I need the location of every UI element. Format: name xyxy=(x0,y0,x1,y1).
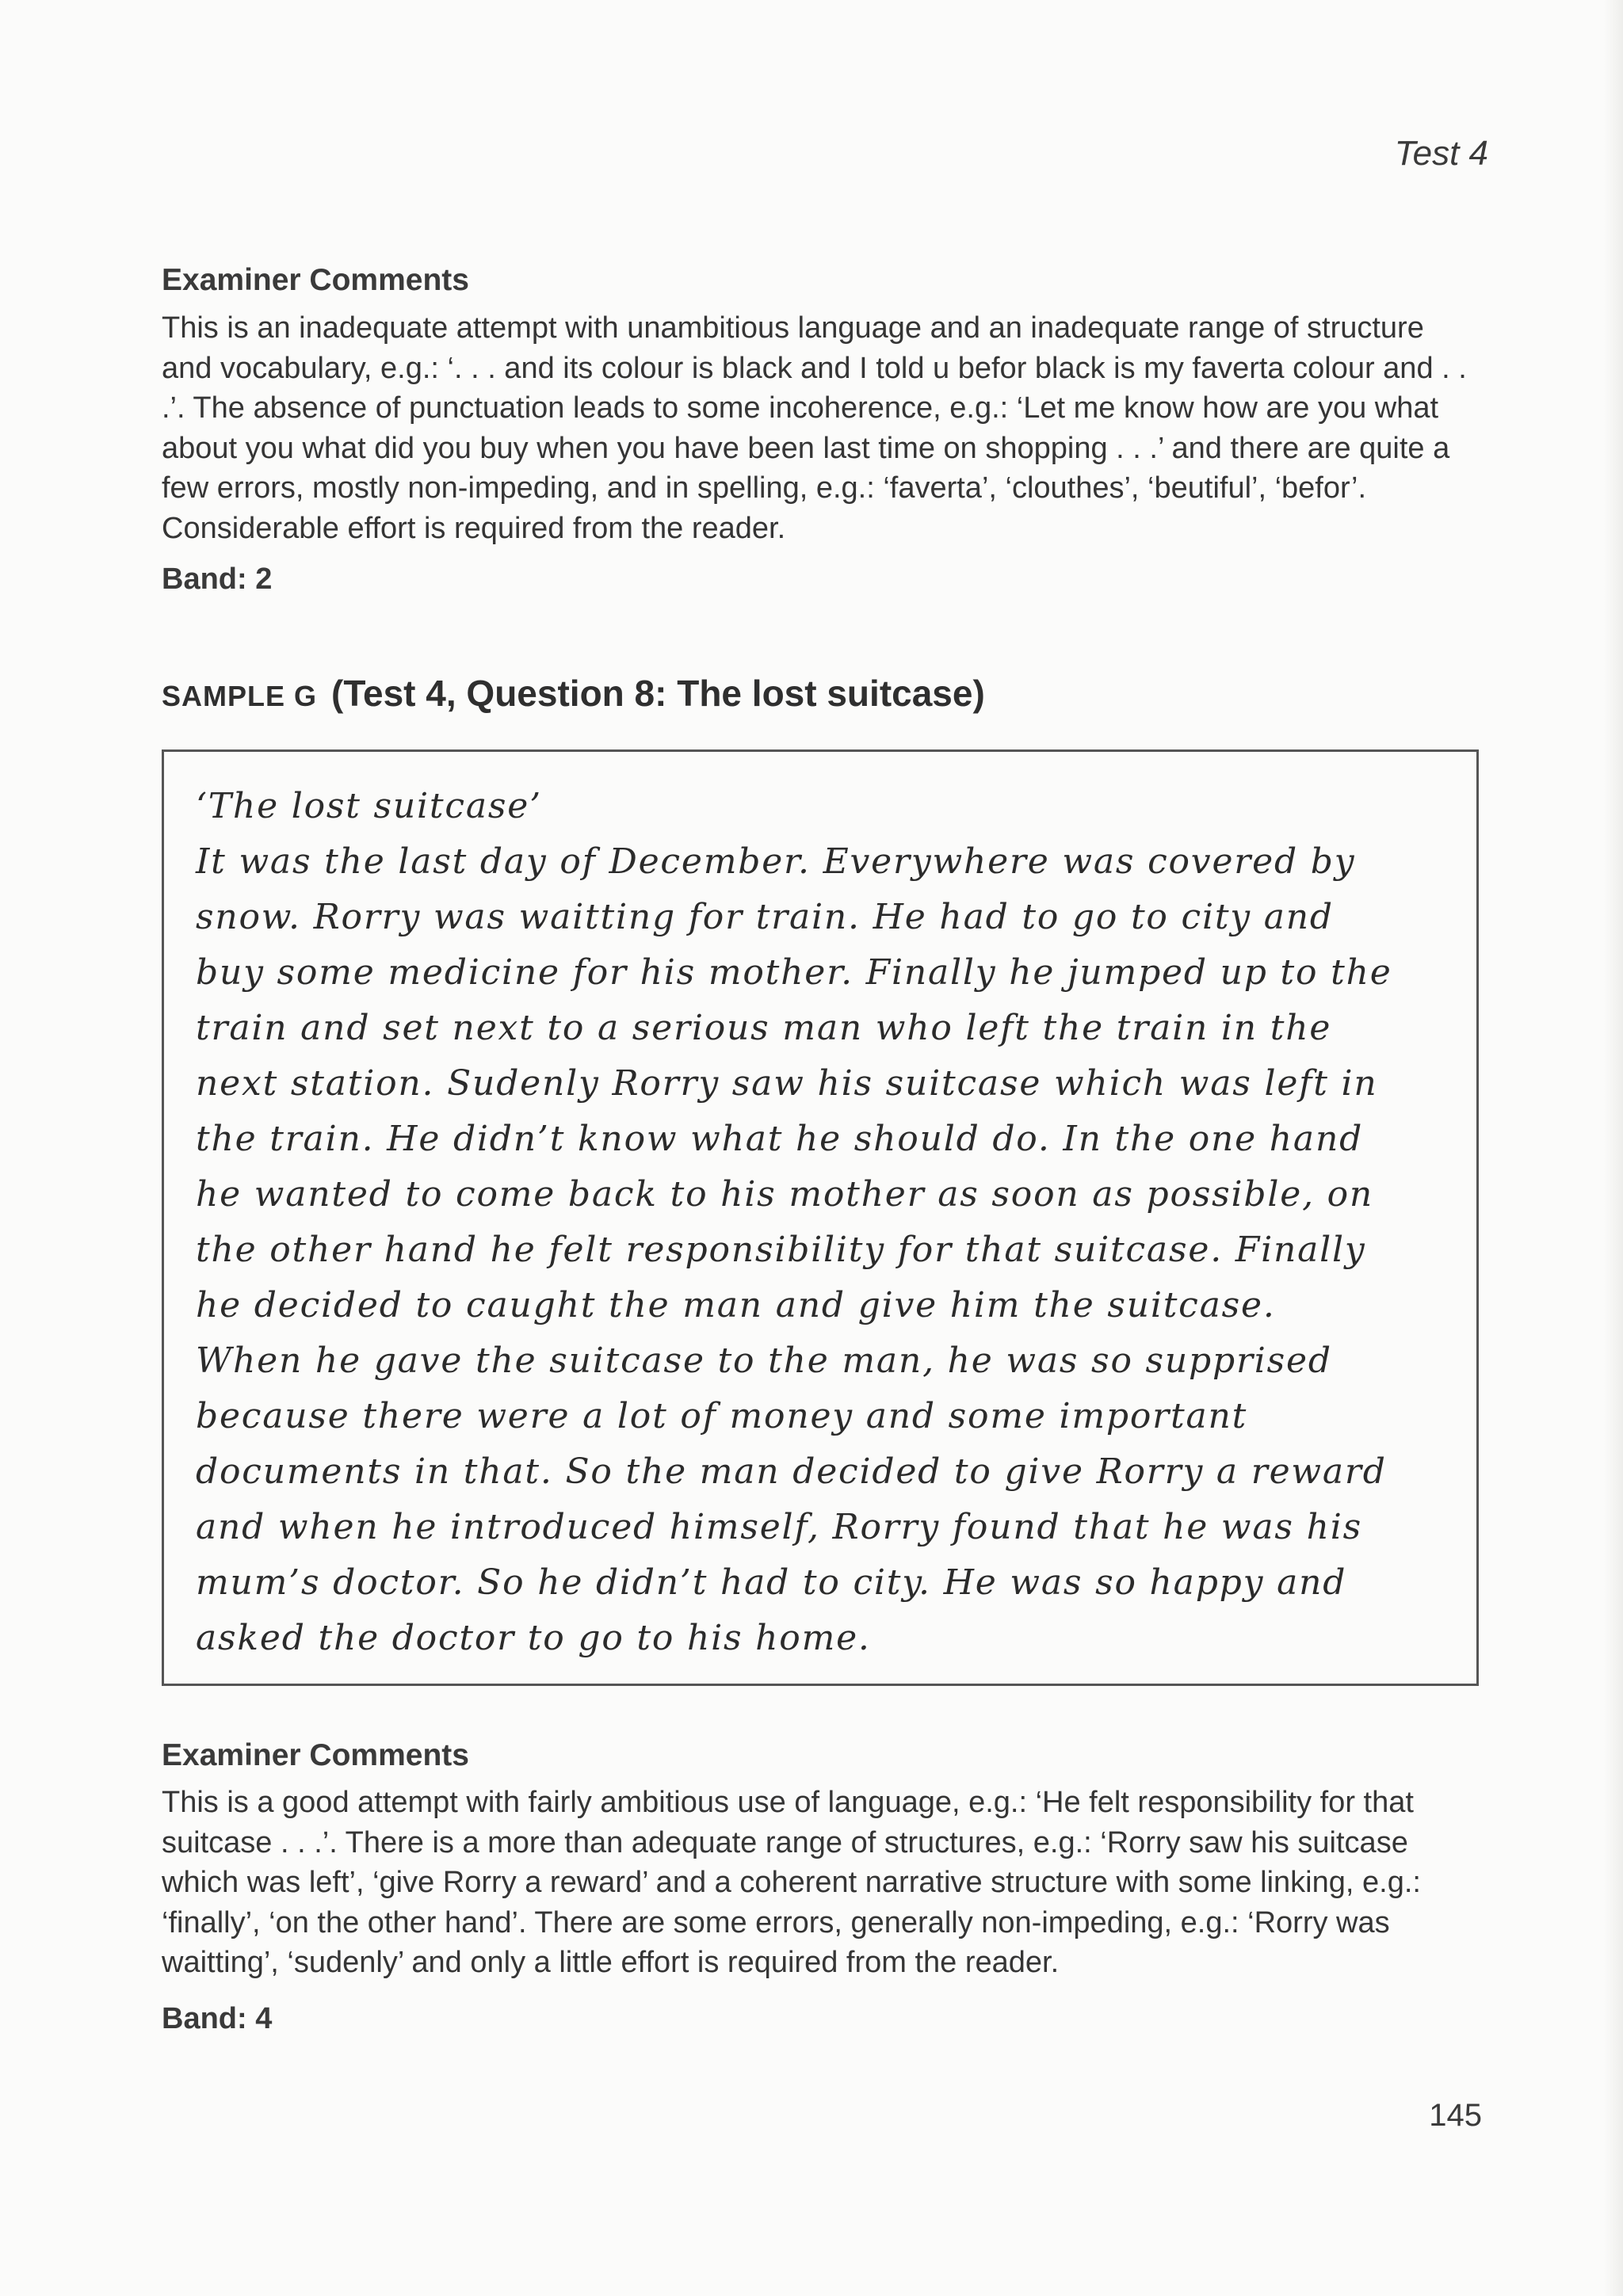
essay-line: and when he introduced himself, Rorry found that he was his xyxy=(196,1507,1362,1547)
essay-line: he decided to caught the man and give him the suitcase. xyxy=(196,1285,1276,1325)
essay-line: When he gave the suitcase to the man, he was so supprised xyxy=(196,1341,1332,1381)
essay-line: ‘The lost suitcase’ xyxy=(196,786,542,826)
examiner-comments-paragraph: This is a good attempt with fairly ambitious use of language, e.g.: ‘He felt responsibility for that suitcase . . .’. There is a more than adequate range of structures, e.g.: ‘Rorry saw his suitcase which was left’, ‘give Rorry a reward’ and a coherent narrative structure with some linking, e.g.: ‘finally’, ‘on the other hand’. There are some errors, generally non-impeding, e.g.: ‘Rorry was waitting’, ‘sudenly’ and only a little effort is required from the reader. xyxy=(162,1786,1421,1979)
essay-line: he wanted to come back to his mother as soon as possible, on xyxy=(196,1174,1374,1215)
band-score: Band: 2 xyxy=(162,563,273,596)
essay-line: because there were a lot of money and some important xyxy=(196,1396,1248,1436)
sample-title: (Test 4, Question 8: The lost suitcase) xyxy=(331,673,985,714)
essay-line: asked the doctor to go to his home. xyxy=(196,1618,871,1658)
page-number: 145 xyxy=(1429,2098,1482,2133)
running-head: Test 4 xyxy=(1394,134,1488,173)
essay-text xyxy=(196,779,1456,1666)
essay-line: mum’s doctor. So he didn’t had to city. He was so happy and xyxy=(196,1562,1347,1603)
essay-line: buy some medicine for his mother. Finally he jumped up to the xyxy=(196,952,1392,993)
handwritten-essay-box xyxy=(162,749,1479,1686)
examiner-comments-heading: Examiner Comments xyxy=(162,263,469,297)
essay-line: the train. He didn’t know what he should do. In the one hand xyxy=(196,1119,1364,1159)
examiner-comments-heading: Examiner Comments xyxy=(162,1738,469,1772)
essay-line: the other hand he felt responsibility for that suitcase. Finally xyxy=(196,1230,1366,1270)
band-score: Band: 4 xyxy=(162,2002,273,2035)
essay-line: It was the last day of December. Everywhere was covered by xyxy=(196,841,1356,882)
examiner-comments-paragraph: This is an inadequate attempt with unambitious language and an inadequate range of structure and vocabulary, e.g.: ‘. . . and its colour is black and I told u befor black is my faverta colour and . . .’. The absence of punctuation leads to some incoherence, e.g.: ‘Let me know how are you what about you what did you buy when you have been last time on shopping . . .’ and there are quite a few errors, mostly non-impeding, and in spelling, e.g.: ‘faverta’, ‘clouthes’, ‘beutiful’, ‘befor’. Considerable effort is required from the reader. xyxy=(162,311,1467,545)
essay-line: train and set next to a serious man who left the train in the xyxy=(196,1008,1332,1048)
essay-line: snow. Rorry was waitting for train. He had to go to city and xyxy=(196,897,1334,937)
essay-line: next station. Sudenly Rorry saw his suitcase which was left in xyxy=(196,1063,1378,1104)
sample-heading xyxy=(162,673,985,714)
essay-line: documents in that. So the man decided to give Rorry a reward xyxy=(196,1451,1387,1492)
page-edge-shadow xyxy=(1604,0,1623,2296)
sample-label: SAMPLE G xyxy=(162,680,318,712)
